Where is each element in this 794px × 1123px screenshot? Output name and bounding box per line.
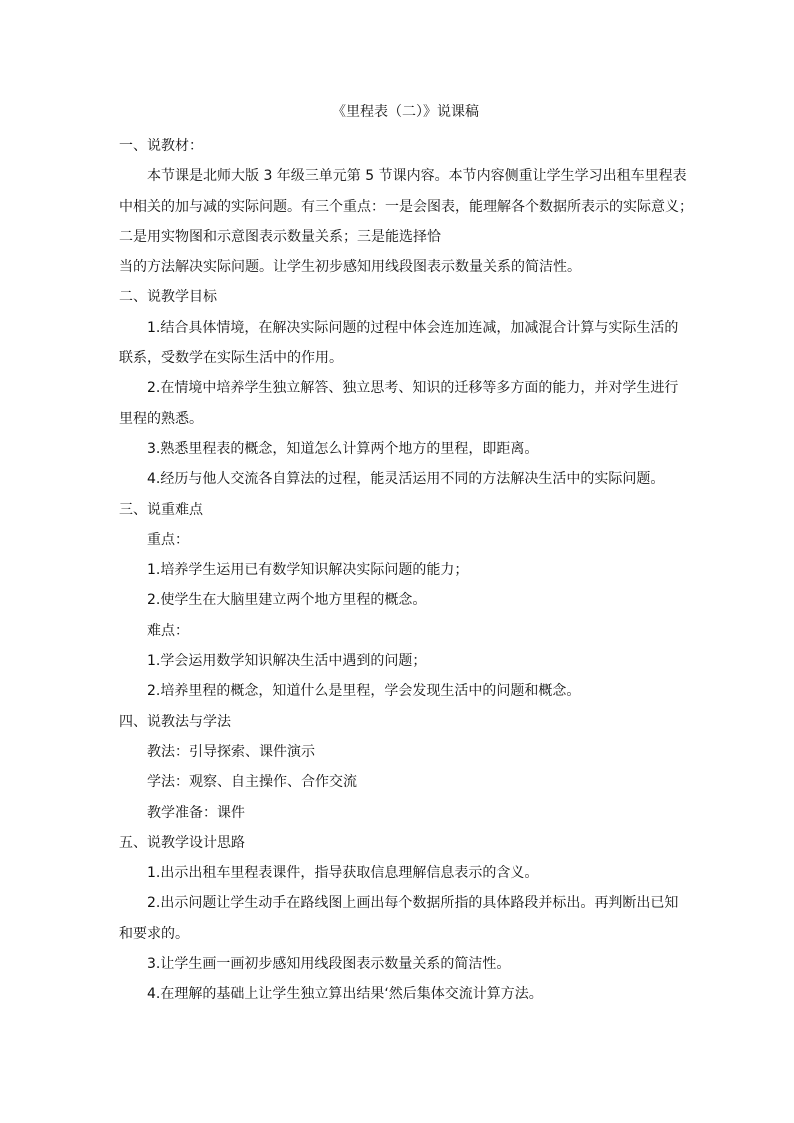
document-line: 1.培养学生运用已有数学知识解决实际问题的能力； (147, 562, 469, 579)
document-line: 一、说教材： (119, 138, 203, 154)
document-line: 重点： (147, 531, 189, 548)
document-line: 4.经历与他人交流各自算法的过程，能灵活运用不同的方法解决生活中的实际问题。 (147, 471, 665, 488)
document-line: 二、说教学目标 (119, 289, 217, 306)
document-line: 2.出示问题让学生动手在路线图上画出每个数据所指的具体路段并标出。再判断出已知 (147, 895, 679, 912)
document-line: 当的方法解决实际问题。让学生初步感知用线段图表示数量关系的简洁性。 (119, 259, 581, 276)
document-line: 联系，受数学在实际生活中的作用。 (119, 350, 343, 367)
document-line: 本节课是北师大版 3 年级三单元第 5 节课内容。本节内容侧重让学生学习出租车里程表 (147, 168, 687, 185)
document-line: 3.熟悉里程表的概念，知道怎么计算两个地方的里程，即距离。 (147, 440, 539, 457)
document-line: 里程的熟悉。 (119, 410, 203, 427)
document-line: 中相关的加与减的实际问题。有三个重点：一是会图表，能理解各个数据所表示的实际意义； (119, 198, 693, 215)
document-line: 1.结合具体情境，在解决实际问题的过程中体会连加连减，加减混合计算与实际生活的 (147, 319, 679, 336)
document-line: 三、说重难点 (119, 501, 203, 518)
document-line: 1.学会运用数学知识解决生活中遇到的问题； (147, 653, 427, 670)
document-title: 《里程表（二）》说课稿 (332, 104, 479, 120)
document-line: 2.使学生在大脑里建立两个地方里程的概念。 (147, 592, 427, 609)
document-line: 教学准备：课件 (147, 804, 245, 821)
document-line: 3.让学生画一画初步感知用线段图表示数量关系的简洁性。 (147, 956, 511, 973)
document-body (119, 131, 693, 1010)
document-line: 1.出示出租车里程表课件，指导获取信息理解信息表示的含义。 (147, 865, 539, 882)
document-line: 和要求的。 (119, 925, 189, 942)
document-line: 四、说教法与学法 (119, 713, 231, 730)
document-line: 二是用实物图和示意图表示数量关系；三是能选择恰 (119, 228, 441, 245)
document-line: 难点： (147, 622, 189, 639)
document-line: 教法：引导探索、课件演示 (147, 743, 315, 760)
document-line: 学法：观察、自主操作、合作交流 (147, 774, 357, 791)
document-line: 2.培养里程的概念，知道什么是里程，学会发现生活中的问题和概念。 (147, 683, 581, 700)
document-line: 4.在理解的基础上让学生独立算出结果‘然后集体交流计算方法。 (147, 986, 543, 1003)
document-line: 五、说教学设计思路 (119, 834, 245, 851)
document-line: 2.在情境中培养学生独立解答、独立思考、知识的迁移等多方面的能力，并对学生进行 (147, 380, 679, 397)
